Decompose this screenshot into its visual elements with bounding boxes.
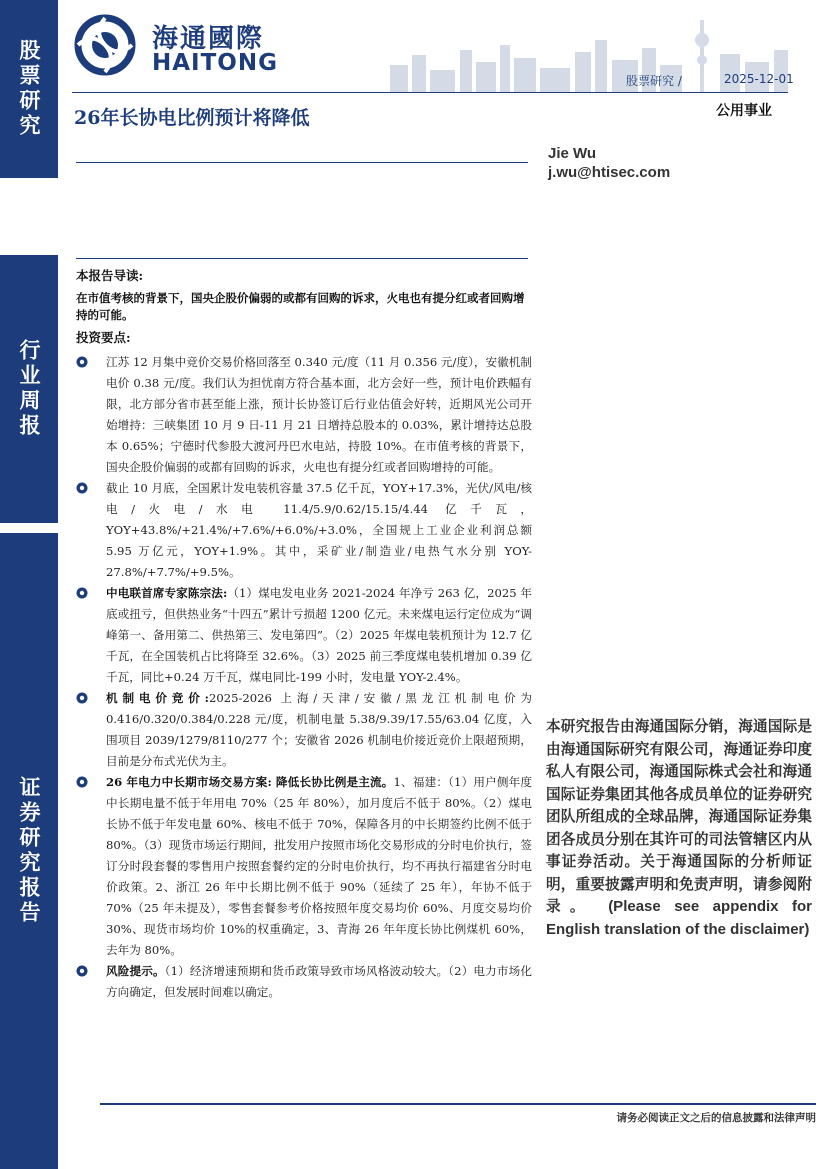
bullet-text: 截止 10 月底，全国累计发电装机容量 37.5 亿千瓦，YOY+17.3%，光伏/风电/核电/火电/水电 11.4/5.9/0.62/15.15/4.44 亿千瓦，YOY+43.8%/+21.4%/+7.6%/+6.0%/+3.0%，全国规上工业企业利润总额 5.95 万亿元，YOY+1.9%。其中，采矿业/制造业/电热气水分别 YOY-27.8%/+7.7%/+9.5%。	[106, 481, 532, 579]
investment-points	[76, 352, 532, 1003]
footer-notice: 请务必阅读正文之后的信息披露和法律声明	[616, 1112, 816, 1124]
guide-summary: 在市值考核的背景下，国央企股价偏弱的或都有回购的诉求，火电也有提分红或者回购增持的可能。	[76, 291, 525, 322]
bullet-icon	[76, 587, 88, 599]
author-block	[548, 144, 670, 182]
list-item	[76, 688, 532, 772]
report-date: 2025-12-01	[724, 72, 794, 86]
bullet-icon	[76, 482, 88, 494]
list-item	[76, 478, 532, 583]
header-divider	[72, 92, 788, 93]
points-heading: 投资要点:	[76, 330, 131, 345]
disclaimer	[546, 716, 812, 941]
bullet-icon	[76, 356, 88, 368]
bullet-text: 2025-2026 上海/天津/安徽/黑龙江机制电价为 0.416/0.320/0.384/0.228 元/度，机制电量 5.38/9.39/17.55/63.04 亿度，入围项目 2039/1279/8110/277 个；安徽省 2026 机制电价接近竞价上限超预期，目前是分布式光伏为主。	[106, 691, 532, 768]
sector-label: 公用事业	[716, 103, 772, 119]
logo-name-cn: 海通國際	[152, 24, 265, 54]
side-tab-securities-report: 证券研究报告	[0, 533, 58, 1169]
bullet-text: 1、福建：（1）用户侧年度中长期电量不低于年用电 70%（25 年 80%），加月度后不低于 80%。（2）煤电长协不低于年发电量 60%、核电不低于 70%，保障各月的中长期签约比例不低于 80%。（3）现货市场运行期间，批发用户按照市场化交易形成的分时电价执行，签订分时段套餐的零售用户按照套餐约定的分时电价执行，均不再执行福建省分时电价政策。2、浙江 26 年中长期比例不低于 90%（延续了 25 年），年协不低于 70%（25 年未提及），零售套餐参考价格按照年度交易均价 60%、月度交易均价 30%、现货市场均价 10%的权重确定，3、青海 26 年年度长协比例煤机 60%，去年为 80%。	[106, 775, 532, 957]
title-rule	[76, 162, 528, 163]
bullet-lead: 中电联首席专家陈宗法:	[106, 586, 228, 600]
disclaimer-cn: 本研究报告由海通国际分销，海通国际是由海通国际研究有限公司，海通证券印度私人有限公司，海通国际株式会社和海通国际证券集团其他各成员单位的证券研究团队所组成的全球品牌，海通国际证券集团各成员分别在其许可的司法管辖区内从事证券活动。关于海通国际的分析师证明，重要披露声明和免责声明，请参阅附录。	[546, 718, 812, 915]
author-email[interactable]: j.wu@htisec.com	[548, 164, 671, 181]
bullet-lead: 风险提示。	[106, 964, 165, 978]
haitong-logo-icon	[72, 14, 152, 76]
side-tab-industry-weekly: 行业周报	[0, 255, 58, 523]
author-name: Jie Wu	[548, 145, 597, 162]
bullet-text: （1）煤电发电业务 2021-2024 年净亏 263 亿，2025 年底或扭亏，但供热业务“十四五”累计亏损超 1200 亿元。未来煤电运行定位成为“调峰第一、备用第二、供热第三、发电第四”。（2）2025 年煤电装机预计为 12.7 亿千瓦，在全国装机占比将降至 32.6%。（3）2025 前三季度煤电装机增加 0.39 亿千瓦，同比+0.24 万千瓦，煤电同比-199 小时，发电量 YOY-2.4%。	[106, 586, 532, 684]
guide-rule	[76, 258, 528, 259]
bullet-text: （1）经济增速预期和货币政策导致市场风格波动较大。（2）电力市场化方向确定，但发展时间难以确定。	[106, 964, 532, 999]
bullet-icon	[76, 776, 88, 788]
list-item	[76, 352, 532, 478]
bullet-icon	[76, 692, 88, 704]
guide-heading: 本报告导读:	[76, 268, 144, 283]
disclaimer-en: (Please see appendix for English translation of the disclaimer)	[546, 898, 812, 938]
list-item	[76, 961, 532, 1003]
side-tab-stock-research: 股票研究	[0, 0, 58, 178]
bullet-lead: 26 年电力中长期市场交易方案: 降低长协比例是主流。	[106, 775, 394, 789]
report-title: 26年长协电比例预计将降低	[74, 107, 310, 129]
logo-name-en: HAITONG	[152, 50, 278, 76]
bullet-lead: 机制电价竞价:	[106, 691, 209, 705]
report-type: 股票研究 /	[626, 74, 682, 88]
list-item	[76, 583, 532, 688]
footer-divider	[100, 1103, 816, 1105]
bullet-icon	[76, 965, 88, 977]
list-item	[76, 772, 532, 961]
bullet-text: 江苏 12 月集中竞价交易价格回落至 0.340 元/度（11 月 0.356 元/度），安徽机制电价 0.38 元/度。我们认为担忧南方符合基本面，北方会好一些，预计电价跌幅有限，北方部分省市甚至能上涨，预计长协签订后行业估值会好转，近期风光公司开始增持：三峡集团 10 月 9 日-11 月 21 日增持总股本的 0.03%，累计增持达总股本 0.65%；宁德时代参股大渡河丹巴水电站，持股 10%。在市值考核的背景下，国央企股价偏弱的或都有回购的诉求，火电也有提分红或者回购增持的可能。	[106, 355, 532, 474]
